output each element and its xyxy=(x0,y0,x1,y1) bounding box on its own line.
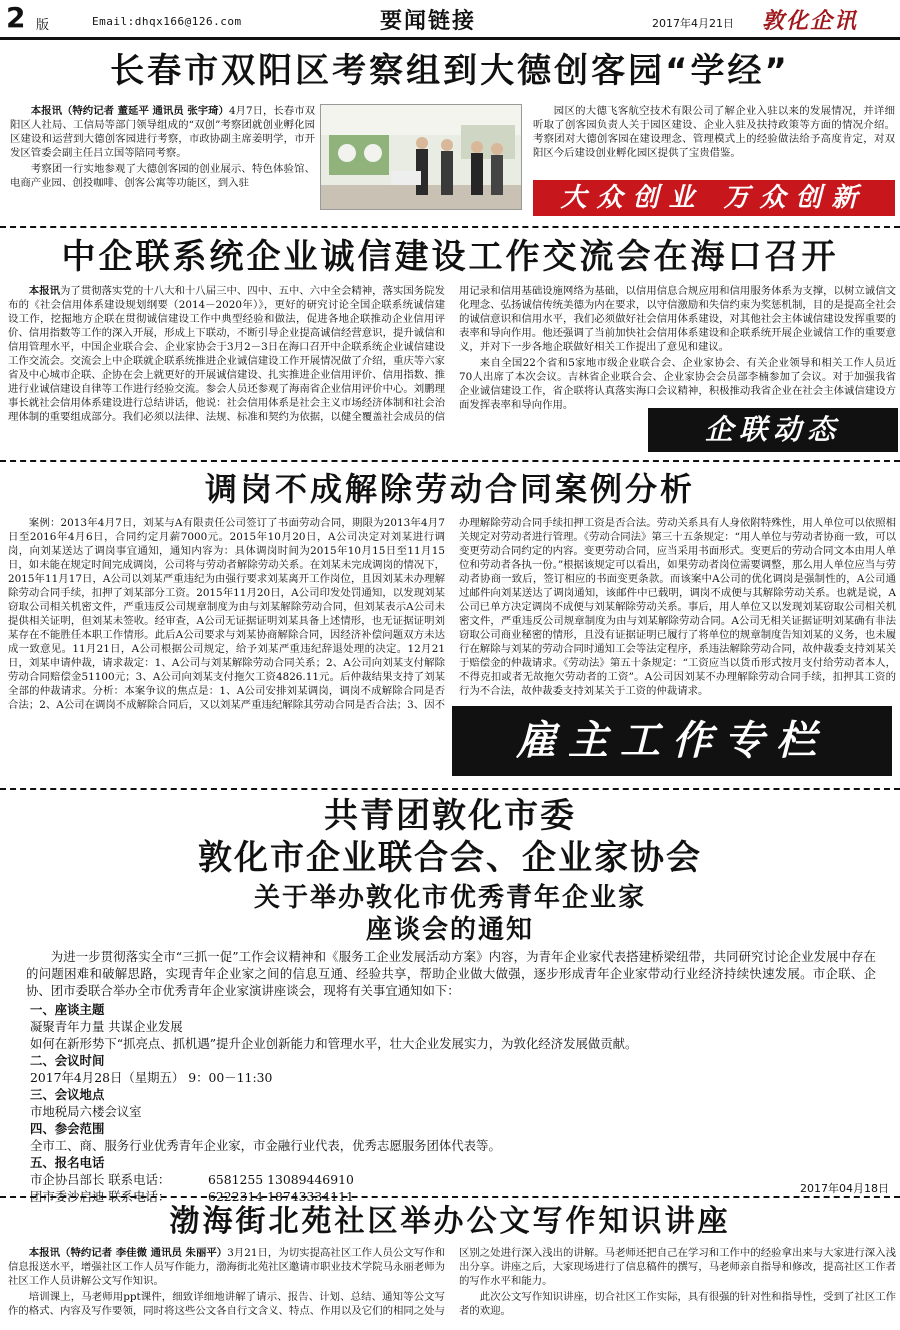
page-header xyxy=(0,0,900,38)
article2-p2: 来自全国22个省和5家地市级企业联合会、企业家协会、有关企业领导和相关工作人员近70人出席了本次会议。吉林省企业联合会、企业家协会会员部李楠参加了会议。对于加强我省企业诚信建设工作，省企联将认真落实海口会议精神，积极推动我省企业在社会主体诚信建设方面发挥表率和导向作用。 xyxy=(459,357,896,411)
section-divider-4 xyxy=(0,1196,900,1198)
article1-byline: 本报讯（特约记者 董延平 通讯员 张宇琦） xyxy=(30,105,229,117)
notice-sec2-line1: 2017年4月28日（星期五） 9：00－11:30 xyxy=(30,1070,273,1085)
article3-p1: 案例：2013年4月7日，刘某与A有限责任公司签订了书面劳动合同，期限为2013年4月7日至2016年4月6日，合同约定月薪7000元。2015年10月20日，A公司决定对刘某进行调岗，向刘某送达了调岗事宜通知，通知内容为：具体调岗时间为2015年10月15日至11月15日，如未能在规定时间完成调岗，公司将与劳动者解除劳动关系。在刘某未完成调岗的情况下，2015年11月17日，A公司以刘某严重违纪为由强行要求刘某离开工作岗位，且因刘某未办理解除劳动合同手续，扣押了刘某部分工资。2015年11月20日，A公司印发处罚通知，以发现刘某窃取公司相关机密文件，严重违反公司规章制度为由与刘某解除劳动合同，但刘某表示A公司未提供相关证明，但刘某未签收。经审查，A公司无证据证明刘某具备上述情形，也无证据证明刘某存在不能胜任本职工作情形。此后A公司要求与刘某协商解除合同，因经济补偿问题双方未达成一致意见。11月21日，A公司根据公司规定，给予刘某严重违纪辞退处理的决定。12月21日，刘某申请仲裁，请求裁定：1、A公司与刘某解除劳动合同关系；2、A公司向刘某支付解除劳动合同赔偿金51100元；3、A公司向刘某支付拖欠工资4826.11元。后仲裁结果支持了刘某全部的仲裁请求。分析：本案争议的焦点是：1、A公司安排刘某调岗，调岗不成解除合同是否合法；2、A公司在调岗不成解除合同后，又以刘某严重违纪解除其劳动合同是否合法；3、因不办理解除劳动合同手续扣押工资是否合法。劳动关系具有人身依附特殊性，用人单位可以依照相关规定对劳动者进行管理。《劳动合同法》第三十五条规定：“用人单位与劳动者协商一致，可以变更劳动合同约定的内容。变更劳动合同，应当采用书面形式。变更后的劳动合同文本由用人单位和劳动者各执一份。”根据该规定可以看出，如果劳动者岗位需要调整，那么用人单位应当与劳动者协商一致后，签订相应的书面变更条款。而该案中A公司的优化调岗是强制性的，A公司通过邮件向刘某送达了调岗通知，该邮件中已载明，调岗不成便与其解除劳动关系。也就是说，A公司已单方决定调岗不成便与刘某解除劳动关系。事后，用人单位又以发现刘某窃取公司相关机密文件，严重违反公司规章制度为由与刘某解除劳动合同。A公司无相关证据证明刘某确有非法窃取公司商业秘密的情形，且没有证据证明已履行了将单位的规章制度告知刘某的义务，也未履行在解除与刘某的劳动合同时通知工会等法定程序，系违法解除劳动合同，故仲裁委支持刘某关于赔偿金的仲裁请求。《劳动法》第五十条规定：“工资应当以货币形式按月支付给劳动者本人，不得克扣或者无故拖欠劳动者的工资”。A公司因刘某不办理解除劳动合同手续，扣押其工资的行为不合法，故仲裁委支持刘某关于工资的仲裁请求。 xyxy=(8,517,896,711)
inspection-photo-illustration xyxy=(321,105,521,209)
article1-col1 xyxy=(10,104,315,212)
section-divider-2 xyxy=(0,460,900,462)
notice-intro: 为进一步贯彻落实全市“三抓一促”工作会议精神和《服务工企业发展活动方案》内容，为青年企业家代表搭建桥梁纽带，共同研究讨论企业发展中存在的问题困难和破解思路，实现青年企业家之间的信息互通、经验共享，帮助企业做大做强，逐步形成青年企业家带动行业经济持续快速发展。市企联、企协、团市委联合举办全市优秀青年企业家演讲座谈会，现将有关事宜通知如下： xyxy=(26,949,876,998)
page-suffix: 版 xyxy=(36,18,50,33)
contact1-phones: 6581255 13089446910 xyxy=(208,1172,354,1187)
article4-p2: 培训课上，马老师用ppt课件，细致详细地讲解了请示、报告、计划、总结、通知等公文写作的格式、内容及写作要领，同时将这些公文各自行文含义、特点、作用以及它们的相同之处与区别之处进行深入浅出的讲解。马老师还把自己在学习和工作中的经验拿出来与大家进行深入浅出分享。讲座之后，大家现场进行了信息稿件的撰写，马老师亲自指导和修改，提高社区工作者的写作水平和能力。 xyxy=(8,1247,896,1317)
article1-p3: 园区的大德飞客航空技术有限公司了解企业入驻以来的发展情况，并详细听取了创客园负责人关于园区建设、企业入驻及扶持政策等方面的情况介绍。考察团对大德创客园在建设理念、管理模式上的经验做法给予高度肯定，对双阳区今后建设创业孵化园区提供了宝贵借鉴。 xyxy=(533,105,895,159)
notice-sec1-line2: 如何在新形势下“抓亮点、抓机遇”提升企业创新能力和管理水平，壮大企业发展实力，为敦化经济发展做贡献。 xyxy=(30,1036,638,1051)
contact2-name: 团市委沙启迪 联系电话： xyxy=(30,1189,171,1204)
notice-sec4-title: 四、参会范围 xyxy=(30,1121,105,1136)
notice-org-line2: 敦化市企业联合会、企业家协会 xyxy=(198,838,702,878)
article4-p3: 此次公文写作知识讲座，切合社区工作实际，具有很强的针对性和指导性，受到了社区工作者的欢迎。 xyxy=(459,1291,896,1317)
issue-date: 2017年4月21日 xyxy=(652,17,734,30)
notice-sec5-title: 五、报名电话 xyxy=(30,1155,105,1170)
article2-banner: 企联动态 xyxy=(648,408,898,452)
article1-title: 长春市双阳区考察组到大德创客园“学经” xyxy=(110,51,790,91)
article1-photo xyxy=(320,104,522,210)
article3-banner: 雇主工作专栏 xyxy=(452,706,892,776)
article1-banner: 大众创业 万众创新 xyxy=(533,180,895,216)
section-title: 要闻链接 xyxy=(380,9,477,34)
article1-p1: 4月7日，长春市双阳区人社局、工信局等部门领导组成的“双创”考察团就创业孵化园区建设和运营到大德创客园进行考察，市政协副主席姜明学，市开发区管委会副主任吕立国等陪同考察。 xyxy=(10,105,315,159)
notice-sec3-title: 三、会议地点 xyxy=(30,1087,105,1102)
article4-byline: 本报讯（特约记者 李佳微 通讯员 朱丽平） xyxy=(28,1247,228,1259)
page-number: 2 xyxy=(6,1,26,34)
article1-p2: 考察团一行实地参观了大德创客园的创业展示、特色体验馆、电商产业园、创投咖啡、创客公寓等功能区，到入驻 xyxy=(10,163,315,189)
section-divider-1 xyxy=(0,226,900,228)
notice-sec1-line1: 凝聚青年力量 共谋企业发展 xyxy=(30,1019,183,1034)
masthead-logo: 敦化企讯 xyxy=(762,8,859,34)
notice-contact-1 xyxy=(26,1171,876,1188)
notice-org-line1: 共青团敦化市委 xyxy=(324,796,576,836)
contact1-name: 市企协吕部长 联系电话： xyxy=(30,1172,171,1187)
section-divider-3 xyxy=(0,788,900,790)
notice-sec3-line1: 市地税局六楼会议室 xyxy=(30,1104,142,1119)
notice-sec2-title: 二、会议时间 xyxy=(30,1053,105,1068)
article4-p1: 3月21日，为切实提高社区工作人员公文写作和信息报送水平，增强社区工作人员写作能力，渤海街北苑社区邀请市职业技术学院马永丽老师为社区工作人员讲解公文写作知识。 xyxy=(8,1247,445,1287)
header-rule xyxy=(0,37,900,40)
article4-body xyxy=(8,1246,896,1326)
header-email[interactable]: Email:dhqx166@126.com xyxy=(92,15,242,28)
notice-sec4-line1: 全市工、商、服务行业优秀青年企业家，市金融行业代表，优秀志愿服务团体代表等。 xyxy=(30,1138,501,1153)
article4-title: 渤海街北苑社区举办公文写作知识讲座 xyxy=(169,1204,731,1239)
article2-p1: 为了贯彻落实党的十八大和十八届三中、四中、五中、六中全会精神，落实国务院发布的《社会信用体系建设规划纲要（2014－2020年）》，更好的研究讨论全国企联系统诚信建设工作，挖掘地方企联在贯彻诚信建设工作中典型经验和做法，促进各地企联推动企业信用评价、信用指数等工作的深入开展，形成上下联动，不断引导企业提高诚信经营意识，提升诚信和信用管理水平，中国企业联合会、企业家协会于3月2－3日在海口召开中企联系统企业诚信建设工作交流会。交流会上中企联就企联系统推进企业诚信建设工作开展情况做了介绍，重庆等六家省及中心城市企联、企协在会上就更好的开展诚信建设、扎实推进企业信用评价、信用指数、推进行业诚信建设自律等工作进行经验交流。参会人员还参观了海南省企业信用评价中心。刘鹏理事长就社会信用体系建设进行总结讲话，他说：社会信用体系是社会主义市场经济体制和社会治理体制的重要组成部分。我们必须以法律、法规、标准和契约为依据，以健全覆盖社会成员的信用记录和信用基础设施网络为基础，以信用信息合规应用和信用服务体系为支撑，以树立诚信文化理念、弘扬诚信传统美德为内在要求，以守信激励和失信约束为奖惩机制，目的是提高全社会的诚信意识和信用水平，我们必须做好社会信用体系建设，对其他社会主体诚信建设发挥重要的表率和导向作用。他还强调了当前加快社会信用体系建设和企联系统开展企业诚信工作的重要意义，并对下一步各地企联做好相关工作提出了意见和建议。 xyxy=(8,285,896,423)
contact2-phones: 6222314 18743334111 xyxy=(208,1189,354,1204)
article2-byline: 本报讯 xyxy=(28,285,61,297)
notice-sec1-title: 一、座谈主题 xyxy=(30,1002,105,1017)
notice-title-line1: 关于举办敦化市优秀青年企业家 xyxy=(253,883,646,913)
article3-title: 调岗不成解除劳动合同案例分析 xyxy=(204,470,695,508)
article2-title: 中企联系统企业诚信建设工作交流会在海口召开 xyxy=(61,237,839,277)
notice-title-line2: 座谈会的通知 xyxy=(365,915,534,945)
article1-col2 xyxy=(533,104,895,178)
notice-date: 2017年04月18日 xyxy=(800,1182,889,1195)
notice-body xyxy=(26,948,876,1205)
